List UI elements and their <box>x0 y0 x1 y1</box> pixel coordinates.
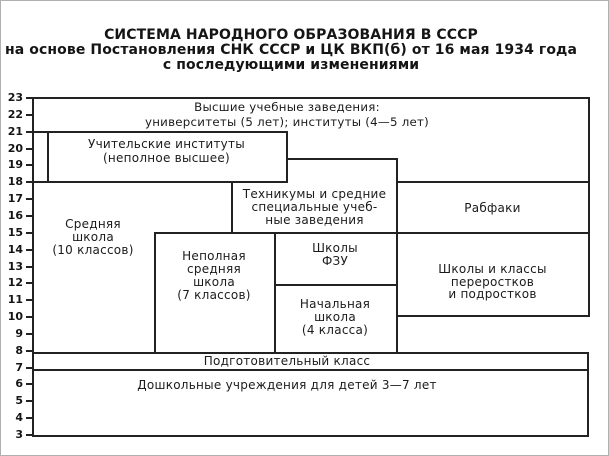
box-overage-schools-line3: и подростков <box>448 287 537 301</box>
axis-tick-label: 17 <box>7 192 23 206</box>
box-preschool-line1: Дошкольные учреждения для детей 3—7 лет <box>137 378 437 392</box>
box-primary-school-line2: школа <box>314 310 356 324</box>
box-rabfak <box>396 202 589 215</box>
axis-tick-label: 5 <box>15 394 23 408</box>
box-incomplete-secondary-line4: (7 классов) <box>177 288 251 302</box>
box-incomplete-secondary-line1: Неполная <box>182 249 246 263</box>
axis-tick-label: 7 <box>15 360 23 374</box>
box-overage-schools <box>396 263 589 301</box>
line-level-7 <box>32 369 589 371</box>
box-technikums-line2: специальные учеб- <box>251 200 378 214</box>
box-higher-education <box>32 100 542 129</box>
box-primary-school-line3: (4 класса) <box>301 323 369 337</box>
line-top-border <box>32 97 590 99</box>
line-technikums-right <box>396 158 398 354</box>
box-secondary-school-line2: школа <box>72 230 114 244</box>
box-technikums <box>233 188 396 227</box>
line-level-18-right <box>396 181 590 183</box>
axis-tick-label: 21 <box>7 124 23 138</box>
box-teachers-institutes <box>47 138 286 165</box>
box-teachers-institutes-line1: Учительские институты <box>88 137 245 151</box>
box-primary-school <box>274 298 396 337</box>
box-overage-schools-line2: переростков <box>450 274 535 289</box>
axis-tick-label: 10 <box>7 310 23 324</box>
box-secondary-school-line3: (10 классов) <box>52 243 134 257</box>
line-level-15 <box>154 232 590 234</box>
box-technikums-line3: ные заведения <box>265 213 364 227</box>
axis-tick-label: 8 <box>15 343 23 357</box>
box-technikums-line1: Техникумы и средние <box>242 187 387 201</box>
box-teachers-institutes-line2: (неполное высшее) <box>103 150 230 165</box>
axis-tick-label: 6 <box>15 377 23 391</box>
diagram-title-line2: на основе Постановления СНК СССР и ЦК ВКП(б) от 16 мая 1934 года <box>4 41 578 58</box>
axis-tick-label: 22 <box>7 107 23 121</box>
line-technikums-top <box>286 158 398 160</box>
axis-tick-label: 12 <box>7 276 23 290</box>
line-right-border-bottom <box>587 352 589 437</box>
axis-tick-label: 20 <box>7 141 23 155</box>
box-rabfak-line1: Рабфаки <box>464 201 521 215</box>
line-bottom-border <box>32 435 589 437</box>
line-level-12 <box>274 284 398 286</box>
axis-tick-label: 16 <box>7 208 23 222</box>
box-preschool <box>32 379 542 392</box>
box-fzu-schools-line1: Школы <box>312 241 358 255</box>
line-level-10 <box>396 315 590 317</box>
box-secondary-school-line1: Средняя <box>65 217 121 231</box>
line-teachers-right <box>286 131 288 183</box>
axis-tick-label: 3 <box>15 428 23 441</box>
box-preparatory-class <box>32 355 542 368</box>
line-level-21 <box>32 131 288 133</box>
box-overage-schools-line1: Школы и классы <box>438 262 547 276</box>
axis-tick-label: 11 <box>7 293 23 307</box>
box-higher-education-line1: Высшие учебные заведения: <box>194 100 380 114</box>
diagram-title-line3: с последующими изменениями <box>162 56 420 73</box>
box-incomplete-secondary-line2: средняя <box>187 262 241 276</box>
box-incomplete-secondary-school <box>154 250 274 302</box>
axis-tick-label: 23 <box>7 91 23 104</box>
axis-tick-label: 4 <box>15 411 23 425</box>
axis-tick-label: 14 <box>7 242 23 256</box>
box-fzu-schools <box>274 242 396 268</box>
box-secondary-school <box>32 218 154 257</box>
diagram-title <box>1 28 581 72</box>
axis-tick-label: 18 <box>7 175 23 189</box>
box-preparatory-class-line1: Подготовительный класс <box>203 354 371 368</box>
diagram-title-line1: СИСТЕМА НАРОДНОГО ОБРАЗОВАНИЯ В СССР <box>104 27 478 43</box>
box-incomplete-secondary-line3: школа <box>193 275 235 289</box>
axis-tick-label: 9 <box>15 326 23 340</box>
box-higher-education-line2: университеты (5 лет); институты (4—5 лет) <box>144 114 429 129</box>
axis-tick-label: 19 <box>7 158 23 172</box>
axis-tick-label: 13 <box>7 259 23 273</box>
box-primary-school-line1: Начальная <box>299 297 371 311</box>
box-fzu-schools-line2: ФЗУ <box>321 254 349 268</box>
axis-tick-label: 15 <box>7 225 23 239</box>
line-level-18-left <box>32 181 288 183</box>
